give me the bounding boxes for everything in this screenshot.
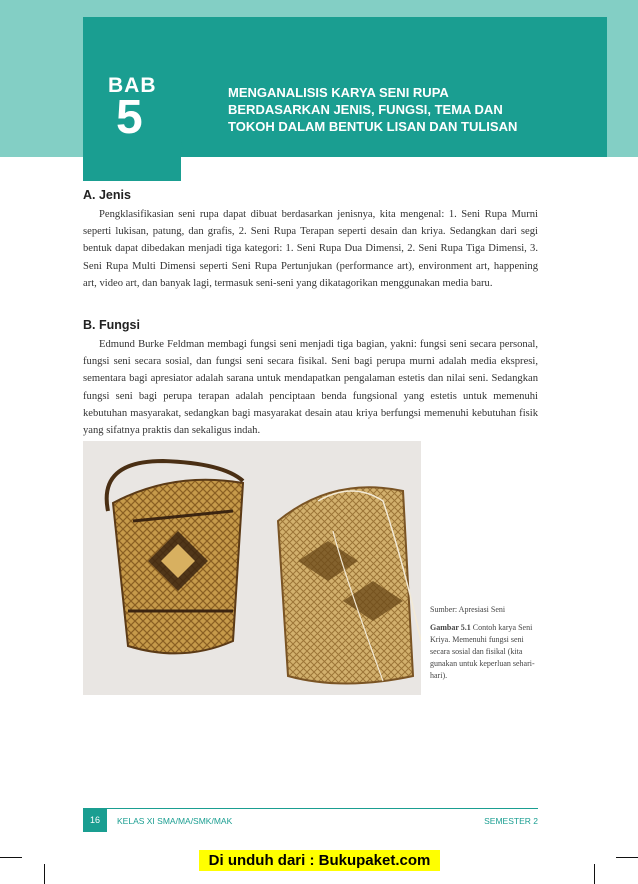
figure-caption-text: Contoh karya Seni Kriya. Memenuhi fungsi seni secara sosial dan fisikal (kita gunakan untuk keperluan sehari-hari). [430, 623, 535, 680]
chapter-title-line: TOKOH DALAM BENTUK LISAN DAN TULISAN [228, 119, 518, 134]
crop-mark-bl-v [44, 864, 45, 884]
figure-photo-baskets [83, 441, 421, 695]
section-paragraph-fungsi: Edmund Burke Feldman membagi fungsi seni menjadi tiga bagian, yakni: fungsi seni secara personal, fungsi seni secara sosial, dan fungsi seni secara fisikal. Seni bagi perupa murni adalah media ekspresi, sementara bagi apresiator adalah sarana untuk mendapatkan pengalaman estetis dan nilai seni. Sedangkan fungsi seni bagi perupa terapan adalah penciptaan benda fungsional yang estetis untuk memenuhi kebutuhan masyarakat, sedangkan bagi masyarakat desain atau kriya berfungsi memenuhi kebutuhan fisik yang sifatnya praktis dan sekaligus indah. [83, 339, 538, 437]
chapter-title [228, 84, 558, 135]
chapter-label: BAB [108, 74, 157, 97]
chapter-title-line: MENGANALISIS KARYA SENI RUPA [228, 85, 449, 100]
footer-semester: SEMESTER 2 [484, 816, 538, 826]
footer-book-title: KELAS XI SMA/MA/SMK/MAK [117, 816, 233, 826]
figure-caption-label: Gambar 5.1 [430, 623, 471, 632]
chapter-title-line: BERDASARKAN JENIS, FUNGSI, TEMA DAN [228, 102, 503, 117]
page-number: 16 [83, 809, 107, 832]
section-heading-fungsi: B. Fungsi [83, 318, 140, 332]
crop-mark-bl-h [0, 857, 22, 858]
crop-mark-br-h [616, 857, 638, 858]
download-source-banner[interactable]: Di unduh dari : Bukupaket.com [199, 850, 440, 871]
figure-caption [430, 622, 540, 682]
footer-rule [83, 808, 538, 809]
chapter-number: 5 [116, 91, 143, 144]
basket-illustration [83, 441, 421, 695]
crop-mark-br-v [594, 864, 595, 884]
figure-source: Sumber: Apresiasi Seni [430, 605, 506, 614]
section-heading-jenis: A. Jenis [83, 188, 131, 202]
section-paragraph-jenis: Pengklasifikasian seni rupa dapat dibuat berdasarkan jenisnya, kita mengenal: 1. Seni Rupa Murni seperti lukisan, patung, dan grafis, 2. Seni Rupa Terapan seperti desain dan kriya. Sedangkan dari segi bentuk dapat dibedakan menjadi tiga kategori: 1. Seni Rupa Dua Dimensi, 2. Seni Rupa Tiga Dimensi, 3. Seni Rupa Multi Dimensi seperti Seni Rupa Pertunjukan (performance art), environment art, happening art, video art, dan banyak lagi, termasuk seni-seni yang dikatagorikan menggunakan media baru. [83, 209, 538, 289]
